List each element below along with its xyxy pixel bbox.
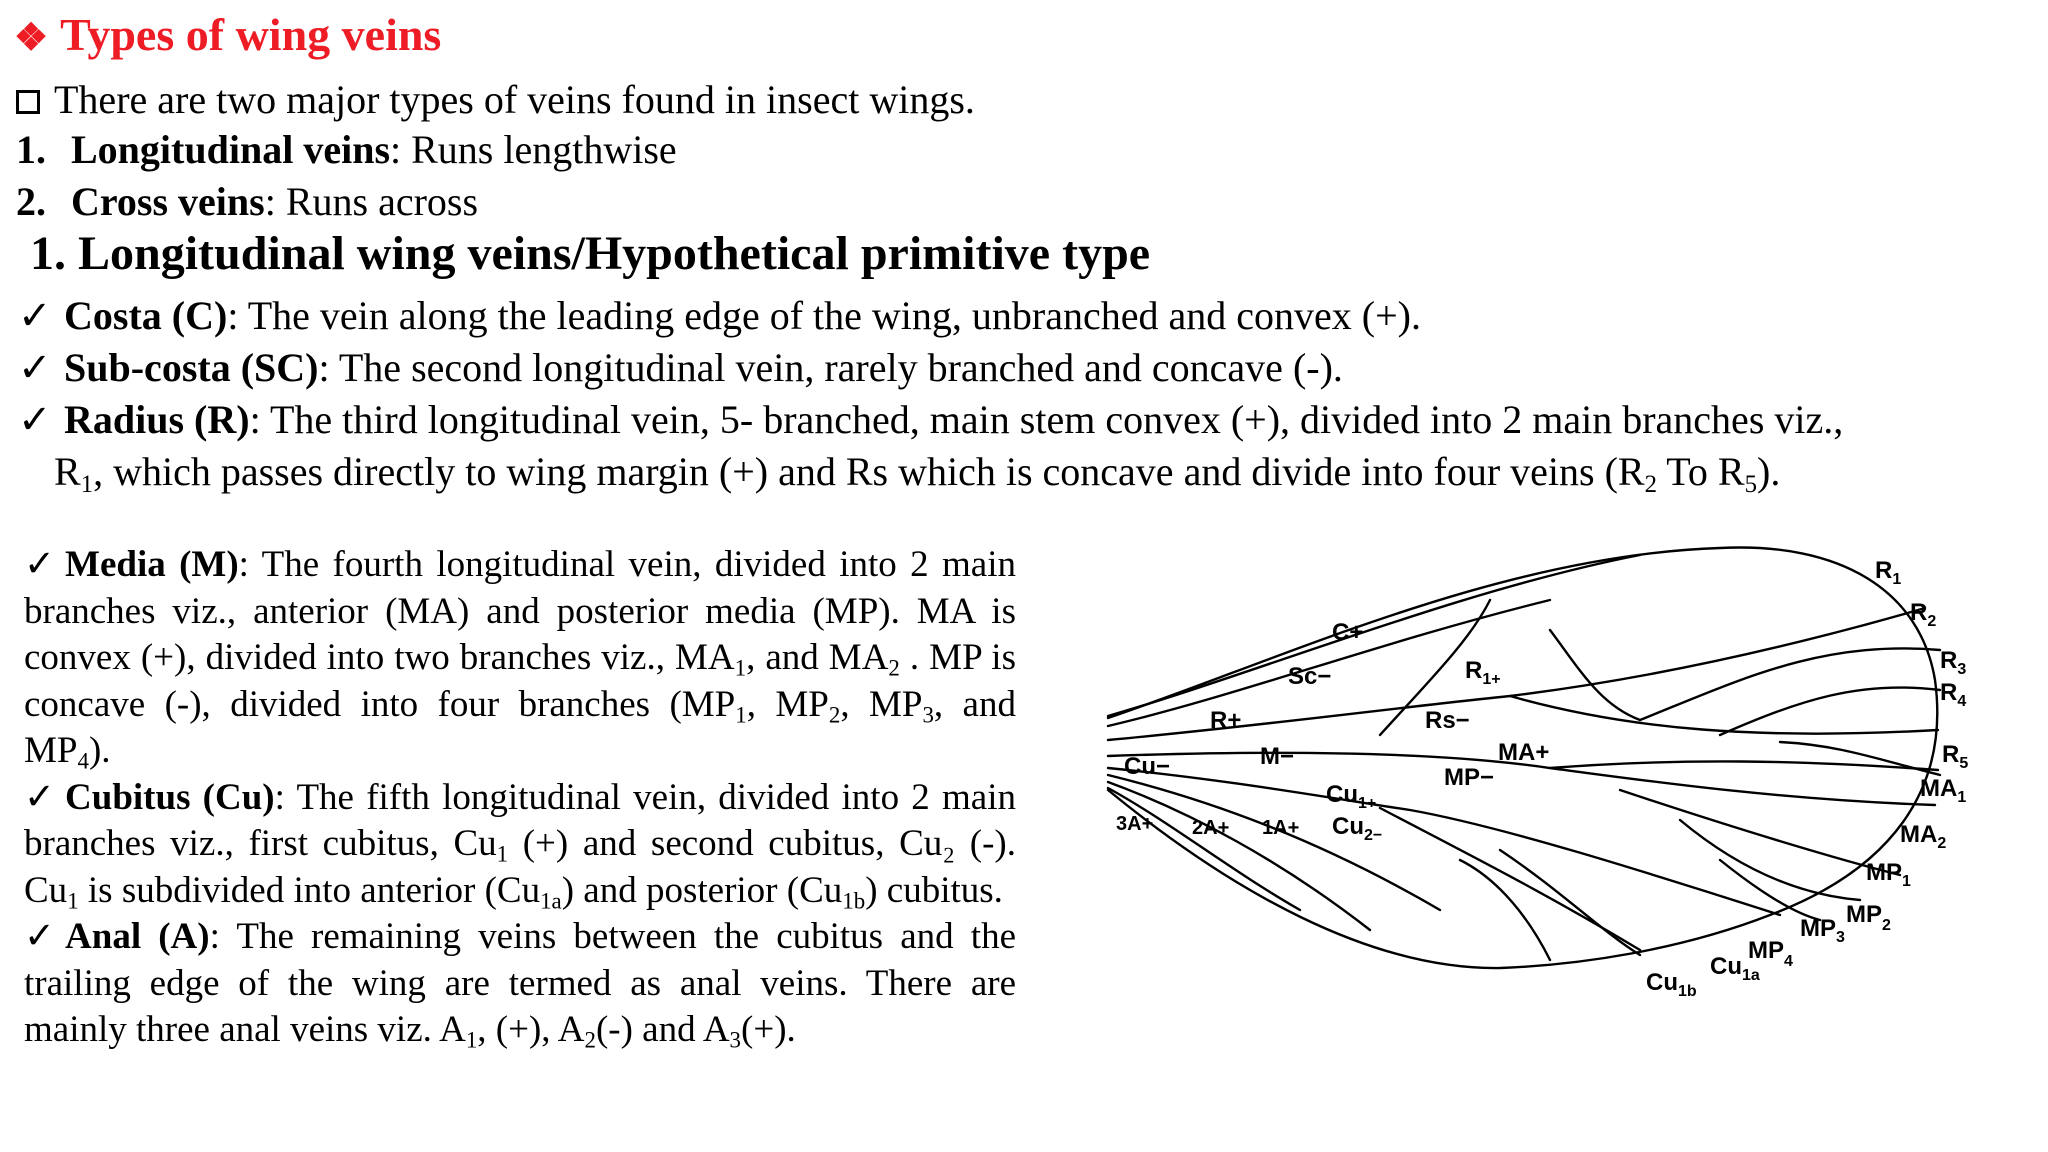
checkmark-icon: ✓ [18, 397, 52, 442]
radius-line-2: $R_1$, which passes directly to wing margin (+) and Rs which is concave and divide into four veins ($R_2$ To $R_5$). [54, 449, 1781, 498]
label-r5: $R_5$ [1942, 741, 1969, 772]
type-desc: : Runs across [264, 179, 479, 224]
cross-vein-b [1550, 630, 1640, 720]
label-rs: Rs− [1425, 707, 1470, 734]
vein-desc: : The second longitudinal vein, rarely branched and concave (-). [318, 345, 1343, 390]
vein-desc: : The vein along the leading edge of the wing, unbranched and convex (+). [227, 293, 1421, 338]
bullet-radius [18, 394, 1843, 446]
diamond-cluster-icon: ❖ [14, 17, 49, 59]
label-cu1a: $Cu_{1a}$ [1710, 953, 1760, 984]
bullet-media: ✓ Media (M): The fourth longitudinal vein, divided into 2 main branches viz., anterior (MA) and posterior media (MP). MA is convex (+), divided into two branches viz., $MA_1$, and $MA_2$ . MP is concave (-), divided into four branches ($MP_1$, $MP_2$, $MP_3$, and $MP_4$). [24, 544, 1016, 774]
label-ma: MA+ [1498, 739, 1550, 766]
label-3a: 3A+ [1116, 813, 1154, 835]
label-1a: 1A+ [1262, 817, 1300, 839]
vein-name: Sub-costa (SC) [64, 345, 319, 390]
intro-line [16, 74, 975, 126]
type-name: Longitudinal veins [71, 127, 391, 172]
type-item-cross [16, 176, 478, 228]
label-cu2: $Cu_{2-}$ [1332, 813, 1383, 844]
vein-name: Costa (C) [64, 293, 228, 338]
costa-vein [1108, 555, 1640, 716]
type-desc: : Runs lengthwise [390, 127, 677, 172]
r-branch-3 [1720, 687, 1940, 735]
checkmark-icon: ✓ [24, 916, 56, 957]
r-branch-4 [1780, 742, 1940, 775]
label-cu1b: $Cu_{1b}$ [1646, 969, 1697, 1000]
type-number: 2. [16, 179, 46, 224]
type-number: 1. [16, 127, 46, 172]
label-mp2: $MP_2$ [1846, 901, 1891, 934]
vein-desc: : The third longitudinal vein, 5- branched, main stem convex (+), divided into 2 main branches viz., [249, 397, 1844, 442]
label-mp4: $MP_4$ [1748, 937, 1793, 970]
vein-name: Radius (R) [64, 397, 250, 442]
intro-text: There are two major types of veins found in insect wings. [54, 77, 975, 122]
anal-vein-1 [1108, 775, 1440, 910]
bullet-anal: ✓ Anal (A): The remaining veins between the cubitus and the trailing edge of the wing are termed as anal veins. There are mainly three anal veins viz. $A_1$, (+), $A_2(-)$ and $A_3(+)$. [24, 916, 1016, 1053]
slide-title [14, 8, 441, 61]
cu1b-vein [1500, 850, 1640, 955]
label-r4: $R_4$ [1940, 679, 1967, 710]
label-ma2: $MA_2$ [1900, 821, 1947, 852]
label-ma1: $MA_1$ [1920, 775, 1967, 806]
checkbox-icon [16, 90, 40, 114]
label-mp: MP− [1444, 764, 1495, 791]
r-branch-2 [1640, 648, 1940, 720]
label-cu: Cu− [1124, 753, 1171, 780]
checkmark-icon: ✓ [24, 776, 56, 818]
checkmark-icon: ✓ [18, 293, 52, 338]
bullet-subcosta [18, 342, 1343, 394]
checkmark-icon: ✓ [18, 345, 52, 390]
type-item-longitudinal [16, 124, 677, 176]
label-sc: Sc− [1288, 663, 1332, 690]
mp-branch-1 [1620, 790, 1900, 875]
slide-title-text: Types of wing veins [60, 9, 442, 60]
rs-vein [1510, 696, 1938, 734]
bullet-cubitus: ✓ Cubitus (Cu): The fifth longitudinal vein, divided into 2 main branches viz., first cubitus, $Cu_1$ (+) and second cubitus, Cu₂ (-). $Cu_1$ is subdivided into anterior $(Cu_{1a})$ and posterior $(Cu_{1b})$ cubitus. [24, 776, 1016, 913]
vein-description-paragraph [24, 542, 1016, 1054]
label-r1: $R_1$ [1875, 557, 1902, 588]
label-m: M− [1260, 743, 1295, 770]
checkmark-icon: ✓ [24, 544, 56, 585]
label-c: C+ [1332, 619, 1364, 646]
label-cu1: $Cu_{1+}$ [1326, 781, 1377, 812]
mp-branch-2 [1680, 820, 1860, 900]
anal-vein-3 [1108, 788, 1300, 910]
label-mp1: $MP_1$ [1866, 859, 1911, 890]
section-heading: 1. Longitudinal wing veins/Hypothetical primitive type [30, 227, 1151, 280]
wing-venation-diagram [1080, 530, 1980, 1010]
label-r1-mid: $R_{1+}$ [1465, 657, 1501, 688]
label-r3: $R_3$ [1940, 647, 1967, 678]
bullet-costa [18, 290, 1421, 342]
label-mp3: $MP_3$ [1800, 915, 1845, 946]
ma-branch [1550, 761, 1938, 770]
label-r2: $R_2$ [1910, 599, 1937, 630]
cu2-vein [1380, 808, 1640, 950]
label-2a: 2A+ [1192, 817, 1230, 839]
type-name: Cross veins [71, 179, 265, 224]
label-r: R+ [1210, 707, 1242, 734]
